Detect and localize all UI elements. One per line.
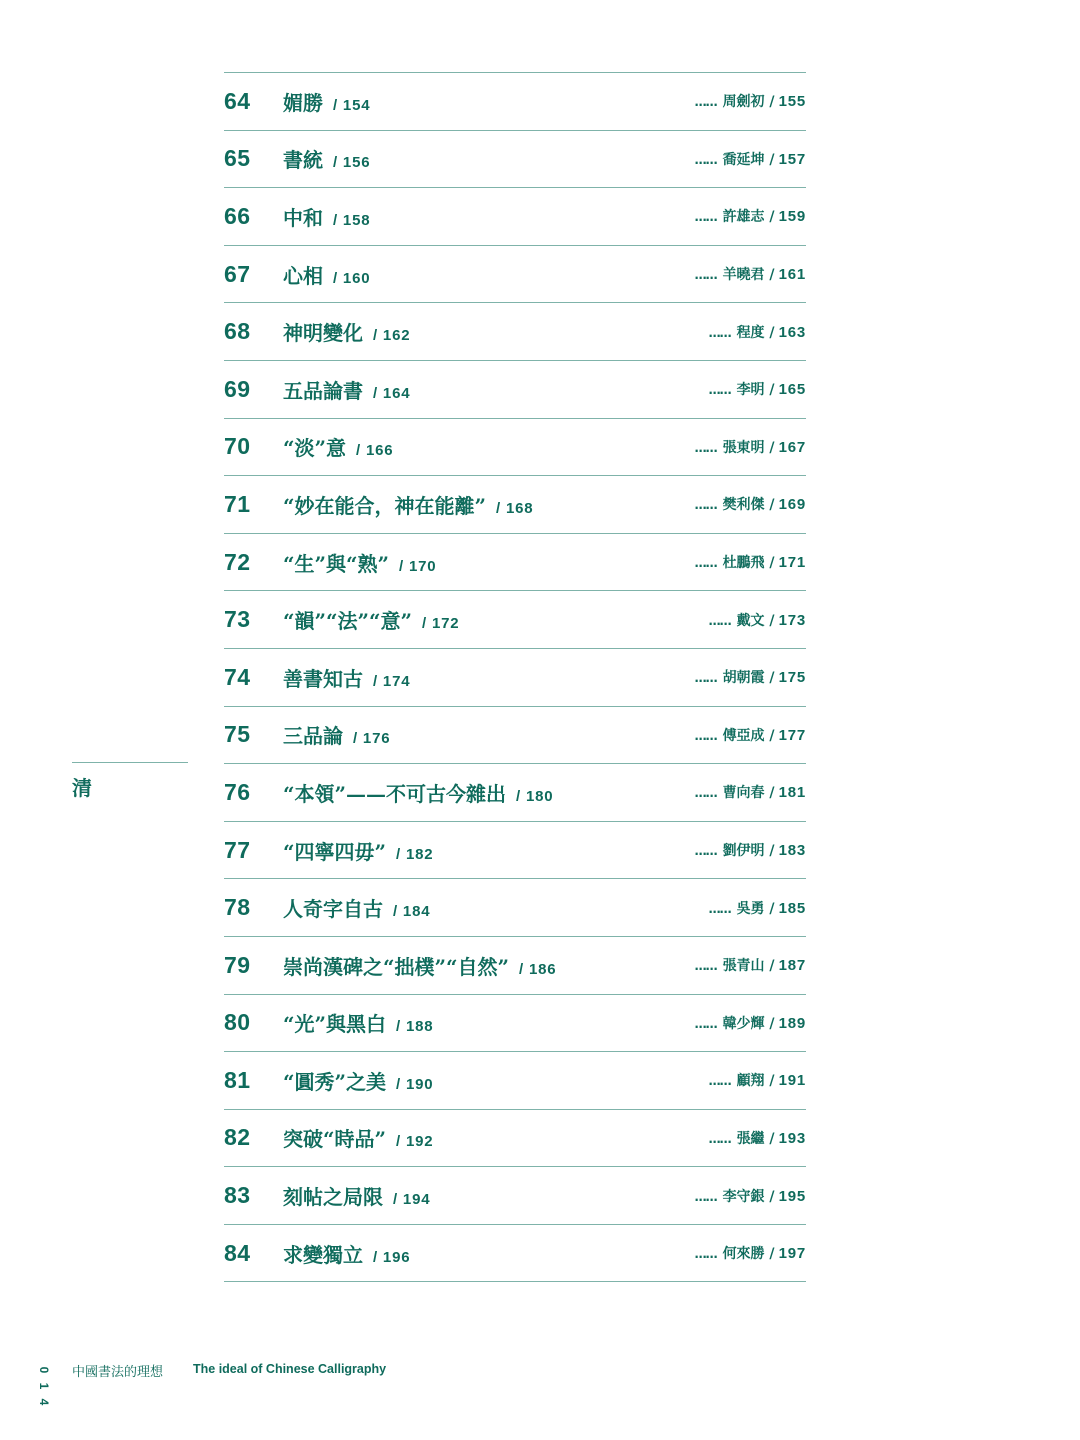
entry-author-page: 177	[778, 726, 806, 744]
entry-page: / 194	[393, 1191, 431, 1209]
section-label: 清	[72, 776, 92, 800]
entry-author-page: 183	[778, 842, 806, 860]
toc-entry[interactable]	[224, 822, 806, 880]
entry-page: / 188	[396, 1018, 434, 1036]
entry-page: / 168	[496, 499, 534, 517]
entry-number: 74	[224, 663, 251, 690]
leader-dots: ……	[708, 325, 731, 340]
entry-author: 張青山 /	[722, 958, 775, 975]
entry-title: “本領”——不可古今雜出	[283, 781, 507, 806]
entry-author: 李明 /	[736, 382, 775, 399]
entry-author-group	[695, 1186, 806, 1206]
entry-number: 71	[224, 490, 251, 517]
leader-dots: ……	[694, 95, 717, 110]
entry-number: 66	[224, 202, 251, 229]
entry-author: 胡朝霞 /	[722, 670, 775, 687]
entry-title: 心相	[283, 263, 323, 288]
footer-book-title-cn: 中國書法的理想	[72, 1365, 164, 1380]
entry-title-group	[283, 1181, 695, 1210]
entry-author-page: 187	[778, 957, 806, 975]
entry-number: 83	[224, 1182, 251, 1209]
entry-title: “妙在能合，神在能離”	[283, 493, 487, 518]
leader-dots: ……	[708, 901, 731, 916]
entry-number: 68	[224, 318, 251, 345]
entry-page: / 160	[333, 269, 371, 287]
entry-author-page: 189	[778, 1014, 806, 1032]
toc-entry[interactable]	[224, 188, 806, 246]
entry-author-group	[709, 1128, 806, 1148]
leader-dots: ……	[694, 210, 717, 225]
entry-title-group	[283, 951, 695, 980]
entry-number: 80	[224, 1009, 251, 1036]
entry-number: 69	[224, 375, 251, 402]
entry-author: 許雄志 /	[722, 209, 775, 226]
entry-title-group	[283, 1239, 695, 1268]
entry-title: 中和	[283, 205, 323, 230]
entry-author-group	[695, 206, 806, 226]
leader-dots: ……	[694, 556, 717, 571]
toc-entry[interactable]	[224, 246, 806, 304]
entry-author-page: 171	[778, 554, 806, 572]
leader-dots: ……	[708, 613, 731, 628]
table-of-contents	[224, 72, 806, 1282]
entry-author-group	[695, 782, 806, 802]
entry-author-page: 193	[778, 1129, 806, 1147]
entry-page: / 184	[393, 903, 431, 921]
page-number-digit: 0	[37, 1366, 51, 1374]
entry-title: 求變獨立	[283, 1242, 363, 1267]
entry-author-page: 165	[778, 381, 806, 399]
footer-book-title-en: The ideal of Chinese Calligraphy	[193, 1362, 387, 1376]
entry-title-group	[283, 893, 709, 922]
toc-entry[interactable]	[224, 591, 806, 649]
toc-entry[interactable]	[224, 937, 806, 995]
entry-page: / 162	[373, 327, 411, 345]
entry-author-group	[695, 437, 806, 457]
toc-entry[interactable]	[224, 995, 806, 1053]
entry-title-group	[283, 1066, 709, 1095]
leader-dots: ……	[694, 1016, 717, 1031]
page-number	[38, 1362, 50, 1410]
leader-dots: ……	[694, 440, 717, 455]
entry-author-page: 169	[778, 496, 806, 514]
entry-author-group	[709, 1070, 806, 1090]
entry-author-group	[695, 725, 806, 745]
entry-page: / 186	[519, 960, 557, 978]
leader-dots: ……	[694, 1247, 717, 1262]
entry-title: “光”與黑白	[283, 1012, 387, 1037]
leader-dots: ……	[694, 786, 717, 801]
entry-page: / 164	[373, 384, 411, 402]
entry-title-group	[283, 836, 695, 865]
entry-number: 75	[224, 721, 251, 748]
entry-author-page: 157	[778, 150, 806, 168]
entry-author-group	[695, 149, 806, 169]
entry-author: 杜鵬飛 /	[722, 555, 775, 572]
leader-dots: ……	[694, 844, 717, 859]
entry-number: 76	[224, 778, 251, 805]
entry-number: 70	[224, 433, 251, 460]
toc-entry[interactable]	[224, 419, 806, 477]
entry-author: 周劍初 /	[722, 94, 775, 111]
toc-entry[interactable]	[224, 73, 806, 131]
entry-title-group	[283, 260, 695, 289]
entry-title-group	[283, 1008, 695, 1037]
entry-author-group	[709, 322, 806, 342]
entry-author-page: 163	[778, 323, 806, 341]
entry-author-page: 155	[778, 93, 806, 111]
entry-number: 64	[224, 87, 251, 114]
toc-entry[interactable]	[224, 1167, 806, 1225]
entry-author: 何來勝 /	[722, 1246, 775, 1263]
entry-author: 李守銀 /	[722, 1188, 775, 1205]
toc-entry[interactable]	[224, 361, 806, 419]
leader-dots: ……	[694, 959, 717, 974]
entry-title: 媚勝	[283, 90, 323, 115]
page-number-digit: 1	[37, 1382, 51, 1390]
entry-author: 樊利傑 /	[722, 497, 775, 514]
leader-dots: ……	[694, 498, 717, 513]
entry-title-group	[283, 605, 709, 634]
entry-author: 韓少輝 /	[722, 1015, 775, 1032]
entry-page: / 158	[333, 211, 371, 229]
toc-entry[interactable]	[224, 1110, 806, 1168]
entry-number: 67	[224, 260, 251, 287]
entry-title-group	[283, 663, 695, 692]
entry-title-group	[283, 720, 695, 749]
entry-title: 神明變化	[283, 321, 363, 346]
entry-author: 曹向春 /	[722, 785, 775, 802]
leader-dots: ……	[708, 383, 731, 398]
entry-author-page: 185	[778, 899, 806, 917]
entry-number: 78	[224, 894, 251, 921]
entry-title: “四寧四毋”	[283, 839, 387, 864]
toc-entry[interactable]	[224, 879, 806, 937]
entry-page: / 174	[373, 672, 411, 690]
leader-dots: ……	[708, 1074, 731, 1089]
entry-number: 81	[224, 1066, 251, 1093]
entry-page: / 172	[422, 615, 460, 633]
entry-title: 人奇字自古	[283, 897, 383, 922]
entry-author: 戴文 /	[736, 612, 775, 629]
entry-author: 張東明 /	[722, 439, 775, 456]
entry-number: 72	[224, 548, 251, 575]
entry-number: 77	[224, 836, 251, 863]
entry-author-group	[695, 1013, 806, 1033]
entry-title: 突破“時品”	[283, 1127, 387, 1152]
entry-author-group	[709, 610, 806, 630]
entry-title-group	[283, 548, 695, 577]
entry-author-page: 181	[778, 784, 806, 802]
entry-title-group	[283, 432, 695, 461]
entry-author-group	[695, 840, 806, 860]
entry-author: 劉伊明 /	[722, 843, 775, 860]
entry-number: 84	[224, 1239, 251, 1266]
entry-page: / 180	[516, 787, 554, 805]
entry-number: 79	[224, 951, 251, 978]
entry-title: “韻”“法”“意”	[283, 609, 413, 634]
entry-page: / 182	[396, 845, 434, 863]
page-number-digit: 4	[37, 1398, 51, 1406]
entry-author-group	[695, 667, 806, 687]
entry-page: / 156	[333, 154, 371, 172]
entry-author-group	[695, 955, 806, 975]
entry-page: / 176	[353, 730, 391, 748]
entry-page: / 190	[396, 1075, 434, 1093]
entry-title: 善書知古	[283, 666, 363, 691]
entry-author-page: 191	[778, 1072, 806, 1090]
toc-entry[interactable]	[224, 649, 806, 707]
entry-author-page: 159	[778, 208, 806, 226]
entry-title-group	[283, 778, 695, 807]
entry-title-group	[283, 202, 695, 231]
entry-number: 65	[224, 145, 251, 172]
entry-author-page: 173	[778, 611, 806, 629]
entry-page: / 192	[396, 1133, 434, 1151]
entry-author: 吳勇 /	[736, 900, 775, 917]
entry-author-page: 167	[778, 438, 806, 456]
entry-number: 73	[224, 606, 251, 633]
toc-entry[interactable]	[224, 1225, 806, 1283]
entry-title: 崇尚漢碑之“拙樸”“自然”	[283, 954, 510, 979]
toc-entry[interactable]	[224, 707, 806, 765]
toc-entry[interactable]	[224, 131, 806, 189]
entry-author-group	[695, 1243, 806, 1263]
entry-title: “圓秀”之美	[283, 1069, 387, 1094]
leader-dots: ……	[694, 268, 717, 283]
entry-page: / 154	[333, 96, 371, 114]
entry-author: 羊曉君 /	[722, 267, 775, 284]
entry-author-page: 161	[778, 266, 806, 284]
entry-page: / 166	[356, 442, 394, 460]
entry-page: / 170	[399, 557, 437, 575]
toc-entry[interactable]	[224, 534, 806, 592]
entry-title: “生”與“熟”	[283, 551, 390, 576]
entry-title: 三品論	[283, 724, 343, 749]
entry-title-group	[283, 375, 709, 404]
entry-title-group	[283, 144, 695, 173]
entry-author-group	[695, 91, 806, 111]
leader-dots: ……	[708, 1131, 731, 1146]
entry-title-group	[283, 1123, 709, 1152]
entry-number: 82	[224, 1124, 251, 1151]
leader-dots: ……	[694, 1189, 717, 1204]
leader-dots: ……	[694, 152, 717, 167]
entry-title-group	[283, 87, 695, 116]
entry-author-group	[695, 494, 806, 514]
leader-dots: ……	[694, 671, 717, 686]
toc-entry[interactable]	[224, 476, 806, 534]
section-divider	[72, 762, 188, 763]
entry-author: 顧翔 /	[736, 1073, 775, 1090]
entry-title-group	[283, 490, 695, 519]
entry-author-group	[709, 379, 806, 399]
entry-author-group	[709, 898, 806, 918]
entry-author-group	[695, 264, 806, 284]
entry-author: 喬延坤 /	[722, 151, 775, 168]
entry-title: “淡”意	[283, 436, 347, 461]
toc-entry[interactable]	[224, 1052, 806, 1110]
entry-page: / 196	[373, 1248, 411, 1266]
entry-author-page: 197	[778, 1245, 806, 1263]
entry-author: 傅亞成 /	[722, 727, 775, 744]
toc-entry[interactable]	[224, 303, 806, 361]
entry-title: 刻帖之局限	[283, 1185, 383, 1210]
toc-entry[interactable]	[224, 764, 806, 822]
entry-author: 程度 /	[736, 324, 775, 341]
entry-author: 張繼 /	[736, 1130, 775, 1147]
leader-dots: ……	[694, 728, 717, 743]
entry-title: 書統	[283, 148, 323, 173]
entry-author-group	[695, 552, 806, 572]
entry-author-page: 195	[778, 1187, 806, 1205]
entry-author-page: 175	[778, 669, 806, 687]
entry-title: 五品論書	[283, 378, 363, 403]
entry-title-group	[283, 317, 709, 346]
